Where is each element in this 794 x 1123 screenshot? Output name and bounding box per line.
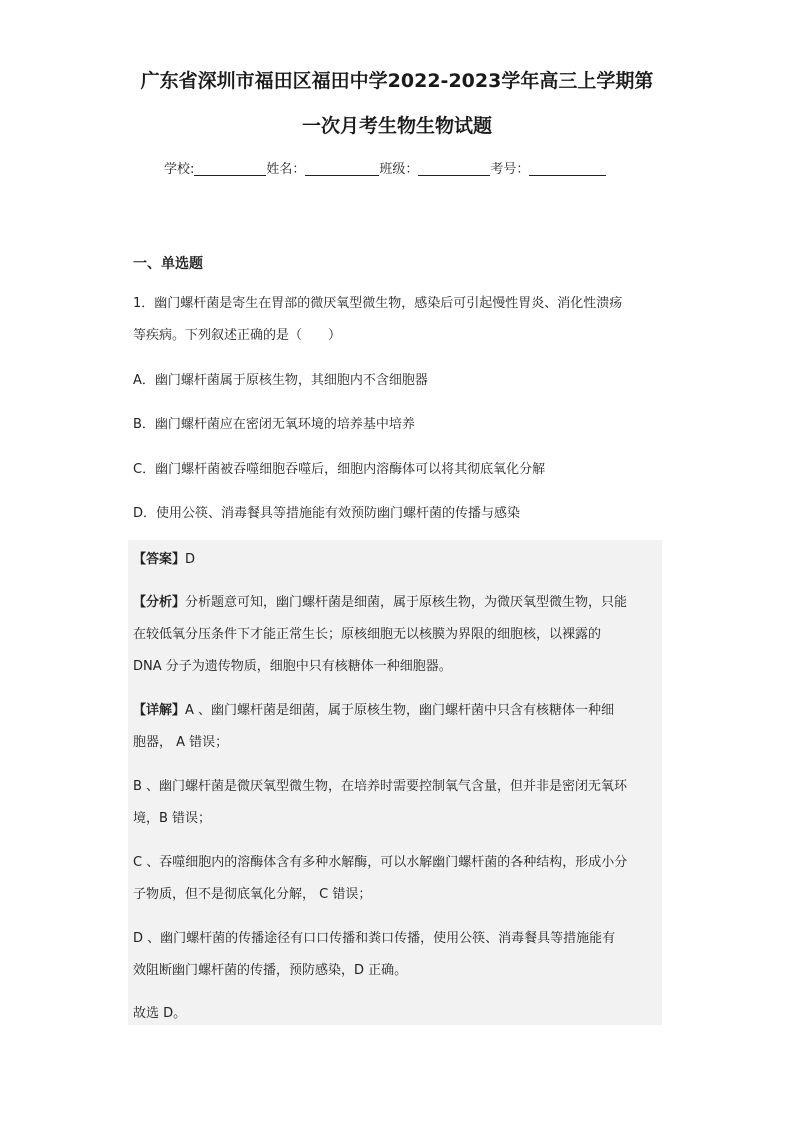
exam-no-label: 考号： <box>490 162 530 177</box>
option-d: D．使用公筷、消毒餐具等措施能有效预防幽门螺杆菌的传播与感染 <box>133 506 521 521</box>
document-title-line-1: 广东省深圳市福田区福田中学2022-2023学年高三上学期第 <box>140 70 654 92</box>
detail-a-line-2: 胞器， A 错误； <box>133 735 229 750</box>
detail-d-line-2: 效阻断幽门螺杆菌的传播，预防感染，D 正确。 <box>133 963 408 978</box>
option-a: A．幽门螺杆菌属于原核生物，其细胞内不含细胞器 <box>133 373 428 388</box>
analysis-line-3: DNA 分子为遗传物质，细胞中只有核糖体一种细胞器。 <box>133 659 452 674</box>
question-stem-line-1: 1．幽门螺杆菌是寄生在胃部的微厌氧型微生物，感染后可引起慢性胃炎、消化性溃疡 <box>133 296 623 311</box>
school-label: 学校: <box>164 162 195 177</box>
section-heading: 一、单选题 <box>133 256 203 272</box>
detail-b-line-1: B 、幽门螺杆菌是微厌氧型微生物，在培养时需要控制氧气含量，但并非是密闭无氧环 <box>133 779 628 794</box>
answer-value: D <box>185 552 196 567</box>
analysis-line-1 <box>133 591 627 610</box>
detail-c-line-2: 子物质，但不是彻底氧化分解， C 错误； <box>133 887 372 902</box>
option-b: B．幽门螺杆菌应在密闭无氧环境的培养基中培养 <box>133 417 415 432</box>
document-title-line-2: 一次月考生物生物试题 <box>301 115 492 137</box>
answer-tag: 【答案】 <box>133 552 186 567</box>
option-c: C．幽门螺杆菌被吞噬细胞吞噬后，细胞内溶酶体可以将其彻底氧化分解 <box>133 462 546 477</box>
class-blank <box>418 161 490 176</box>
exam-no-blank <box>529 161 606 176</box>
detail-a-line-1 <box>133 699 614 718</box>
analysis-text-1: 分析题意可知，幽门螺杆菌是细菌，属于原核生物，为微厌氧型微生物，只能 <box>185 595 628 610</box>
name-label: 姓名： <box>266 162 306 177</box>
class-label: 班级： <box>379 162 419 177</box>
analysis-tag: 【分析】 <box>133 595 186 610</box>
detail-c-line-1: C 、吞噬细胞内的溶酶体含有多种水解酶，可以水解幽门螺杆菌的各种结构，形成小分 <box>133 855 628 870</box>
conclusion-line: 故选 D。 <box>133 1006 187 1021</box>
detail-d-line-1: D 、幽门螺杆菌的传播途径有口口传播和粪口传播，使用公筷、消毒餐具等措施能有 <box>133 931 616 946</box>
school-blank <box>194 161 266 176</box>
detail-tag: 【详解】 <box>133 703 186 718</box>
detail-b-line-2: 境，B 错误； <box>133 811 212 826</box>
question-stem-line-2: 等疾病。下列叙述正确的是（ ） <box>133 328 342 343</box>
name-blank <box>305 161 379 176</box>
detail-a-text-1: A 、幽门螺杆菌是细菌，属于原核生物，幽门螺杆菌中只含有核糖体一种细 <box>185 703 615 718</box>
answer-line <box>133 548 195 567</box>
student-info-fields <box>164 158 606 177</box>
analysis-line-2: 在较低氧分压条件下才能正常生长；原核细胞无以核膜为界限的细胞核，以裸露的 <box>133 627 602 642</box>
